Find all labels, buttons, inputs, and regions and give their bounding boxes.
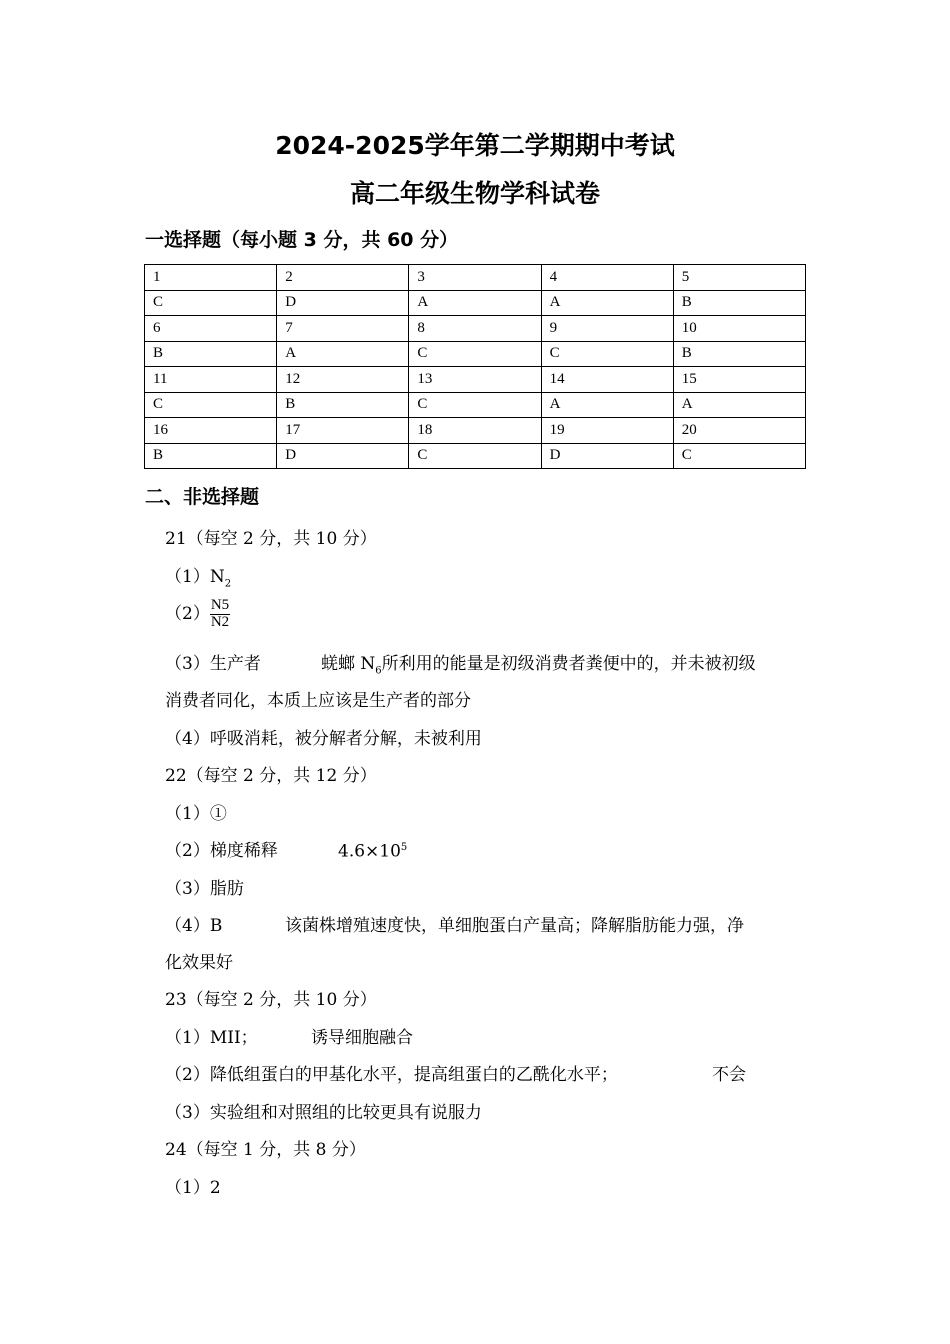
exam-subtitle: 高二年级生物学科试卷	[349, 179, 600, 208]
question-number-cell: 9	[541, 316, 673, 342]
q22-answer-2-base: 4.6×10	[338, 841, 401, 862]
question-number-cell: 11	[145, 367, 277, 393]
answer-cell: B	[145, 341, 277, 367]
answer-cell: B	[277, 392, 409, 418]
table-row	[145, 418, 806, 444]
q22-answer-1: （1）①	[165, 804, 227, 824]
answer-cell: A	[541, 290, 673, 316]
q23-answer-2-text: 不会	[712, 1065, 746, 1085]
question-number-cell: 5	[673, 265, 805, 291]
q22-header: 22（每空 2 分，共 12 分）	[165, 766, 377, 786]
q23-header: 23（每空 2 分，共 10 分）	[165, 990, 377, 1010]
q22-answer-2-label: （2）梯度稀释	[165, 841, 278, 861]
section-1-heading: 一选择题（每小题 3 分，共 60 分）	[145, 229, 459, 251]
answer-cell: C	[409, 392, 541, 418]
answer-cell: A	[673, 392, 805, 418]
table-row	[145, 392, 806, 418]
answer-cell: A	[541, 392, 673, 418]
q22-answer-4-text: 该菌株增殖速度快，单细胞蛋白产量高；降解脂肪能力强，净	[285, 916, 744, 936]
q21-answer-3-sub: 6	[375, 665, 382, 677]
table-row	[145, 290, 806, 316]
q23-answer-2-label: （2）降低组蛋白的甲基化水平，提高组蛋白的乙酰化水平；	[165, 1065, 618, 1085]
question-number-cell: 15	[673, 367, 805, 393]
answer-cell: D	[277, 290, 409, 316]
q21-answer-1	[165, 569, 231, 589]
question-number-cell: 4	[541, 265, 673, 291]
question-number-cell: 13	[409, 367, 541, 393]
answer-cell: C	[409, 443, 541, 469]
answer-table	[144, 264, 806, 469]
exam-title: 2024-2025学年第二学期期中考试	[275, 131, 675, 160]
fraction-denominator: N2	[210, 613, 230, 630]
q21-header: 21（每空 2 分，共 10 分）	[165, 529, 377, 549]
section-2-heading: 二、非选择题	[145, 486, 260, 508]
q22-answer-2-value	[338, 843, 407, 861]
table-row	[145, 265, 806, 291]
q23-answer-1-label: （1）MII；	[165, 1028, 258, 1048]
question-number-cell: 3	[409, 265, 541, 291]
table-row	[145, 316, 806, 342]
answer-cell: D	[277, 443, 409, 469]
q22-answer-4-continuation: 化效果好	[165, 953, 233, 973]
q21-answer-1-sub: 2	[224, 578, 232, 590]
q23-answer-3: （3）实验组和对照组的比较更具有说服力	[165, 1103, 482, 1123]
q21-answer-2	[165, 598, 230, 631]
q22-answer-4-label: （4）B	[165, 916, 223, 936]
question-number-cell: 20	[673, 418, 805, 444]
question-number-cell: 18	[409, 418, 541, 444]
answer-cell: C	[673, 443, 805, 469]
q22-answer-3: （3）脂肪	[165, 879, 244, 899]
question-number-cell: 8	[409, 316, 541, 342]
q21-answer-3-text	[321, 656, 756, 676]
question-number-cell: 17	[277, 418, 409, 444]
q21-fraction	[210, 598, 230, 631]
answer-cell: D	[541, 443, 673, 469]
answer-cell: A	[409, 290, 541, 316]
answer-cell: B	[673, 290, 805, 316]
answer-cell: B	[145, 443, 277, 469]
question-number-cell: 12	[277, 367, 409, 393]
q24-answer-1: （1）2	[165, 1178, 221, 1198]
question-number-cell: 10	[673, 316, 805, 342]
q21-answer-2-label: （2）	[165, 603, 210, 624]
answer-cell: C	[541, 341, 673, 367]
answer-cell: B	[673, 341, 805, 367]
table-row	[145, 341, 806, 367]
answer-cell: C	[409, 341, 541, 367]
question-number-cell: 6	[145, 316, 277, 342]
question-number-cell: 14	[541, 367, 673, 393]
fraction-numerator: N5	[210, 597, 230, 613]
q21-answer-3-text-a: 蜣螂 N	[321, 654, 376, 674]
q21-answer-3-label: （3）生产者	[165, 654, 261, 674]
question-number-cell: 2	[277, 265, 409, 291]
q21-answer-3-text-b: 所利用的能量是初级消费者粪便中的，并未被初级	[381, 654, 756, 674]
q23-answer-1-text: 诱导细胞融合	[311, 1028, 413, 1048]
answer-cell: C	[145, 290, 277, 316]
q21-answer-1-text: （1）N	[165, 567, 225, 587]
q22-answer-2-exp: 5	[400, 842, 408, 853]
table-row	[145, 367, 806, 393]
table-row	[145, 443, 806, 469]
answer-cell: A	[277, 341, 409, 367]
q21-answer-4: （4）呼吸消耗，被分解者分解，未被利用	[165, 729, 482, 749]
q21-answer-3-continuation: 消费者同化，本质上应该是生产者的部分	[165, 691, 471, 711]
question-number-cell: 16	[145, 418, 277, 444]
question-number-cell: 7	[277, 316, 409, 342]
question-number-cell: 19	[541, 418, 673, 444]
q24-header: 24（每空 1 分，共 8 分）	[165, 1140, 366, 1160]
question-number-cell: 1	[145, 265, 277, 291]
answer-cell: C	[145, 392, 277, 418]
